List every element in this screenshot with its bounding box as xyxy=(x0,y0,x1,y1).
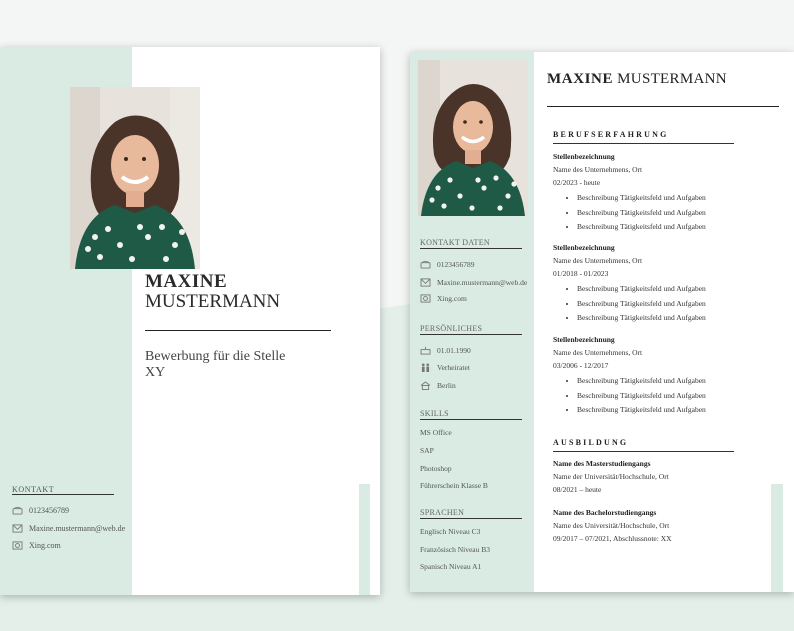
cv-job-dates: 01/2018 - 01/2023 xyxy=(553,269,609,278)
phone-icon xyxy=(420,260,431,269)
cv-skill-item: MS Office xyxy=(420,428,452,437)
cover-accent-bar xyxy=(359,484,370,595)
cover-contact-phone xyxy=(12,506,69,515)
cv-job xyxy=(553,150,706,235)
cv-job-bullet: • Beschreibung Tätigkeitsfeld und Aufgaben xyxy=(577,220,706,235)
home-icon xyxy=(420,381,431,390)
cv-language-item: Englisch Niveau C3 xyxy=(420,527,481,536)
cv-personal-heading: PERSÖNLICHES xyxy=(420,324,483,333)
cv-contact-mail-text: Maxine.mustermann@web.de xyxy=(437,278,528,287)
cv-job-title: Stellenbezeichnung xyxy=(553,152,615,161)
cv-personal-status-text: Verheiratet xyxy=(437,363,470,372)
cv-personal-birthday-text: 01.01.1990 xyxy=(437,346,471,355)
cv-page xyxy=(410,52,794,592)
cover-contact-rule xyxy=(12,494,114,495)
cv-job-company: Name des Unternehmens, Ort xyxy=(553,165,643,174)
cv-personal-status xyxy=(420,363,470,372)
cv-job-bullet: • Beschreibung Tätigkeitsfeld und Aufgaben xyxy=(577,191,706,206)
cv-education-entry xyxy=(553,457,669,496)
cv-job-bullet: • Beschreibung Tätigkeitsfeld und Aufgaben xyxy=(577,282,706,297)
cv-contact-rule xyxy=(420,248,522,249)
cv-contact-web-text: Xing.com xyxy=(437,294,467,303)
cv-accent-bar xyxy=(771,484,783,592)
cv-job-bullet: • Beschreibung Tätigkeitsfeld und Aufgaben xyxy=(577,206,706,221)
cover-application-line1: Bewerbung für die Stelle xyxy=(145,349,286,364)
cover-contact-mail-text: Maxine.mustermann@web.de xyxy=(29,524,126,533)
cv-name-last: MUSTERMANN xyxy=(617,71,727,87)
cake-icon xyxy=(420,346,431,355)
cover-contact-phone-text: 0123456789 xyxy=(29,506,69,515)
cover-divider xyxy=(145,330,331,331)
web-icon xyxy=(420,294,431,303)
cv-name-first: MAXINE xyxy=(547,71,614,87)
cv-skill-item: Photoshop xyxy=(420,464,452,473)
couple-icon xyxy=(420,363,431,372)
cv-job xyxy=(553,333,706,418)
cv-personal-city xyxy=(420,381,456,390)
cv-skill-item: SAP xyxy=(420,446,434,455)
cv-job-company: Name des Unternehmens, Ort xyxy=(553,256,643,265)
cv-skills-rule xyxy=(420,419,522,420)
cv-languages-heading: SPRACHEN xyxy=(420,508,465,517)
cv-education-entry xyxy=(553,506,672,545)
cover-photo xyxy=(70,87,200,269)
cv-job xyxy=(553,241,706,326)
cover-contact-mail xyxy=(12,524,125,533)
cv-education-rule xyxy=(553,451,734,452)
cv-job-bullet: • Beschreibung Tätigkeitsfeld und Aufgaben xyxy=(577,374,706,389)
mail-icon xyxy=(12,524,23,533)
cover-contact-web xyxy=(12,541,61,550)
cv-language-item: Französisch Niveau B3 xyxy=(420,545,490,554)
cover-name-last: MUSTERMANN xyxy=(145,291,281,312)
cv-education-school: Name des Universität/Hochschule, Ort xyxy=(553,521,670,530)
cv-languages-rule xyxy=(420,518,522,519)
cover-application-line2: XY xyxy=(145,365,166,380)
cv-education-title: Name des Masterstudiengangs xyxy=(553,459,651,468)
mail-icon xyxy=(420,278,431,287)
cv-contact-phone xyxy=(420,260,475,269)
cv-personal-city-text: Berlin xyxy=(437,381,456,390)
cv-experience-rule xyxy=(553,143,734,144)
cv-education-title: Name des Bachelorstudiengangs xyxy=(553,508,657,517)
cv-photo xyxy=(418,60,528,216)
cv-education-dates: 09/2017 – 07/2021, Abschlussnote: XX xyxy=(553,534,672,543)
cv-job-bullet: • Beschreibung Tätigkeitsfeld und Aufgaben xyxy=(577,311,706,326)
cv-name xyxy=(547,71,727,88)
cv-skills-heading: SKILLS xyxy=(420,409,449,418)
cv-contact-mail xyxy=(420,278,527,287)
cv-job-bullet: • Beschreibung Tätigkeitsfeld und Aufgaben xyxy=(577,403,706,418)
cv-header-rule xyxy=(547,106,779,107)
cv-job-bullet: • Beschreibung Tätigkeitsfeld und Aufgaben xyxy=(577,297,706,312)
cv-skill-item: Führerschein Klasse B xyxy=(420,481,488,490)
cv-personal-rule xyxy=(420,334,522,335)
cv-job-bullet: • Beschreibung Tätigkeitsfeld und Aufgaben xyxy=(577,389,706,404)
cv-personal-birthday xyxy=(420,346,471,355)
cv-education-heading: AUSBILDUNG xyxy=(553,438,629,447)
cv-education-school: Name der Universität/Hochschule, Ort xyxy=(553,472,669,481)
cv-job-title: Stellenbezeichnung xyxy=(553,243,615,252)
cv-language-item: Spanisch Niveau A1 xyxy=(420,562,482,571)
cv-contact-web xyxy=(420,294,467,303)
web-icon xyxy=(12,541,23,550)
cv-job-dates: 03/2006 - 12/2017 xyxy=(553,361,609,370)
cv-job-company: Name des Unternehmens, Ort xyxy=(553,348,643,357)
cover-page xyxy=(0,47,380,595)
cover-name-first: MAXINE xyxy=(145,271,228,292)
cv-experience-heading: BERUFSERFAHRUNG xyxy=(553,130,669,139)
phone-icon xyxy=(12,506,23,515)
cv-job-dates: 02/2023 - heute xyxy=(553,178,601,187)
cv-education-dates: 08/2021 – heute xyxy=(553,485,602,494)
cover-contact-web-text: Xing.com xyxy=(29,541,61,550)
cv-contact-phone-text: 0123456789 xyxy=(437,260,475,269)
cover-contact-heading: KONTAKT xyxy=(12,485,55,494)
cv-contact-heading: KONTAKT DATEN xyxy=(420,238,490,247)
cv-job-title: Stellenbezeichnung xyxy=(553,335,615,344)
